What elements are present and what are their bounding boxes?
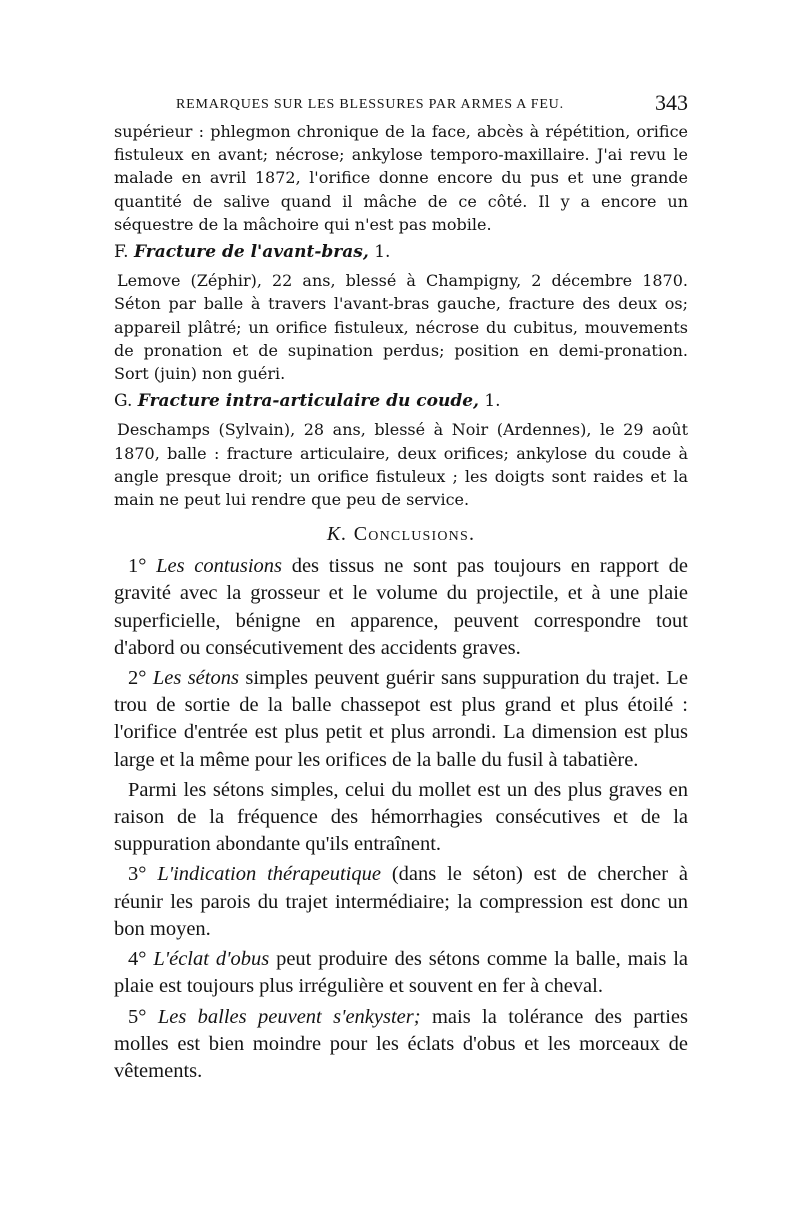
conclusion-lead: Les balles peuvent s'enkyster; xyxy=(157,1005,421,1028)
conclusion-number: 4° xyxy=(128,948,147,971)
conclusion-text: des tissus ne sont pas toujours en rapport de gravité avec la grosseur et le volume du projectile, et à une plaie superficielle, bénigne en apparence, peuvent correspondre tout d'abord ou consécutivement des accidents graves. xyxy=(114,555,688,659)
conclusions-heading xyxy=(114,521,688,547)
conclusions-title: Conclusions. xyxy=(353,523,476,546)
conclusion-number: 2° xyxy=(128,667,147,690)
conclusion-item xyxy=(114,665,688,774)
section-heading-g xyxy=(114,390,688,413)
conclusions-letter: K. xyxy=(326,523,348,546)
conclusion-item xyxy=(114,946,688,1000)
conclusion-text: peut produire des sétons comme la balle, mais la plaie est toujours plus irrégulière et souvent en fer à cheval. xyxy=(114,948,688,998)
book-page xyxy=(114,90,688,1085)
conclusion-number: 1° xyxy=(128,555,147,578)
page-number: 343 xyxy=(655,90,688,115)
conclusion-text: (dans le séton) est de chercher à réunir les parois du trajet intermédiaire; la compression est donc un bon moyen. xyxy=(114,863,689,940)
conclusion-item xyxy=(114,777,688,859)
section-heading-f xyxy=(114,241,688,264)
conclusion-text: Parmi les sétons simples, celui du mollet est un des plus graves en raison de la fréquence des hémorrhagies consécutives et de la suppuration abondante qu'ils entraînent. xyxy=(114,778,688,856)
section-title: Fracture de l'avant-bras, xyxy=(133,242,369,263)
conclusion-text: simples peuvent guérir sans suppuration du trajet. Le trou de sortie de la balle chassepot est plus grand et plus étoilé : l'orifice d'entrée est plus petit et plus arrondi. La dimension est plus large et la même pour les orifices de la balle du fusil à tabatière. xyxy=(114,667,688,771)
conclusion-item xyxy=(114,553,688,662)
case-count: 1. xyxy=(484,391,501,412)
section-letter: F. xyxy=(114,242,129,263)
case-continuation-paragraph: supérieur : phlegmon chronique de la face, abcès à répétition, orifice fistuleux en avant; nécrose; ankylose temporo-maxillaire. J'ai revu le malade en avril 1872, l'orifice donne encore du pus et une grande quantité de salive quand il mâche de ce côté. Il y a encore un séquestre de la mâchoire qui n'est pas mobile. xyxy=(114,122,688,234)
conclusion-item xyxy=(114,1004,688,1086)
conclusion-lead: L'indication thérapeutique xyxy=(157,863,381,886)
conclusion-number: 5° xyxy=(128,1005,147,1028)
page-header xyxy=(114,90,688,120)
conclusion-number: 3° xyxy=(128,863,147,886)
running-title: REMARQUES SUR LES BLESSURES PAR ARMES A FEU. xyxy=(176,97,564,112)
conclusion-text: mais la tolérance des parties molles est bien moindre pour les éclats d'obus et les morceaux de vêtements. xyxy=(114,1005,689,1082)
section-title: Fracture intra-articulaire du coude, xyxy=(137,391,479,412)
conclusion-lead: L'éclat d'obus xyxy=(153,948,270,971)
case-reports xyxy=(114,120,688,511)
conclusion-item xyxy=(114,861,688,943)
conclusions-list xyxy=(114,553,688,1085)
section-letter: G. xyxy=(114,391,133,412)
conclusion-lead: Les sétons xyxy=(152,667,239,690)
case-paragraph-g: Deschamps (Sylvain), 28 ans, blessé à Noir (Ardennes), le 29 août 1870, balle : fracture articulaire, deux orifices; ankylose du coude à angle presque droit; un orifice fistuleux ; les doigts sont raides et la main ne peut lui rendre que peu de service. xyxy=(114,420,688,510)
case-count: 1. xyxy=(374,242,391,263)
case-paragraph-f: Lemove (Zéphir), 22 ans, blessé à Champigny, 2 décembre 1870. Séton par balle à travers l'avant-bras gauche, fracture des deux os; appareil plâtré; un orifice fistuleux, nécrose du cubitus, mouvements de pronation et de supination perdus; position en demi-pronation. Sort (juin) non guéri. xyxy=(114,271,688,384)
conclusion-lead: Les contusions xyxy=(156,555,282,578)
